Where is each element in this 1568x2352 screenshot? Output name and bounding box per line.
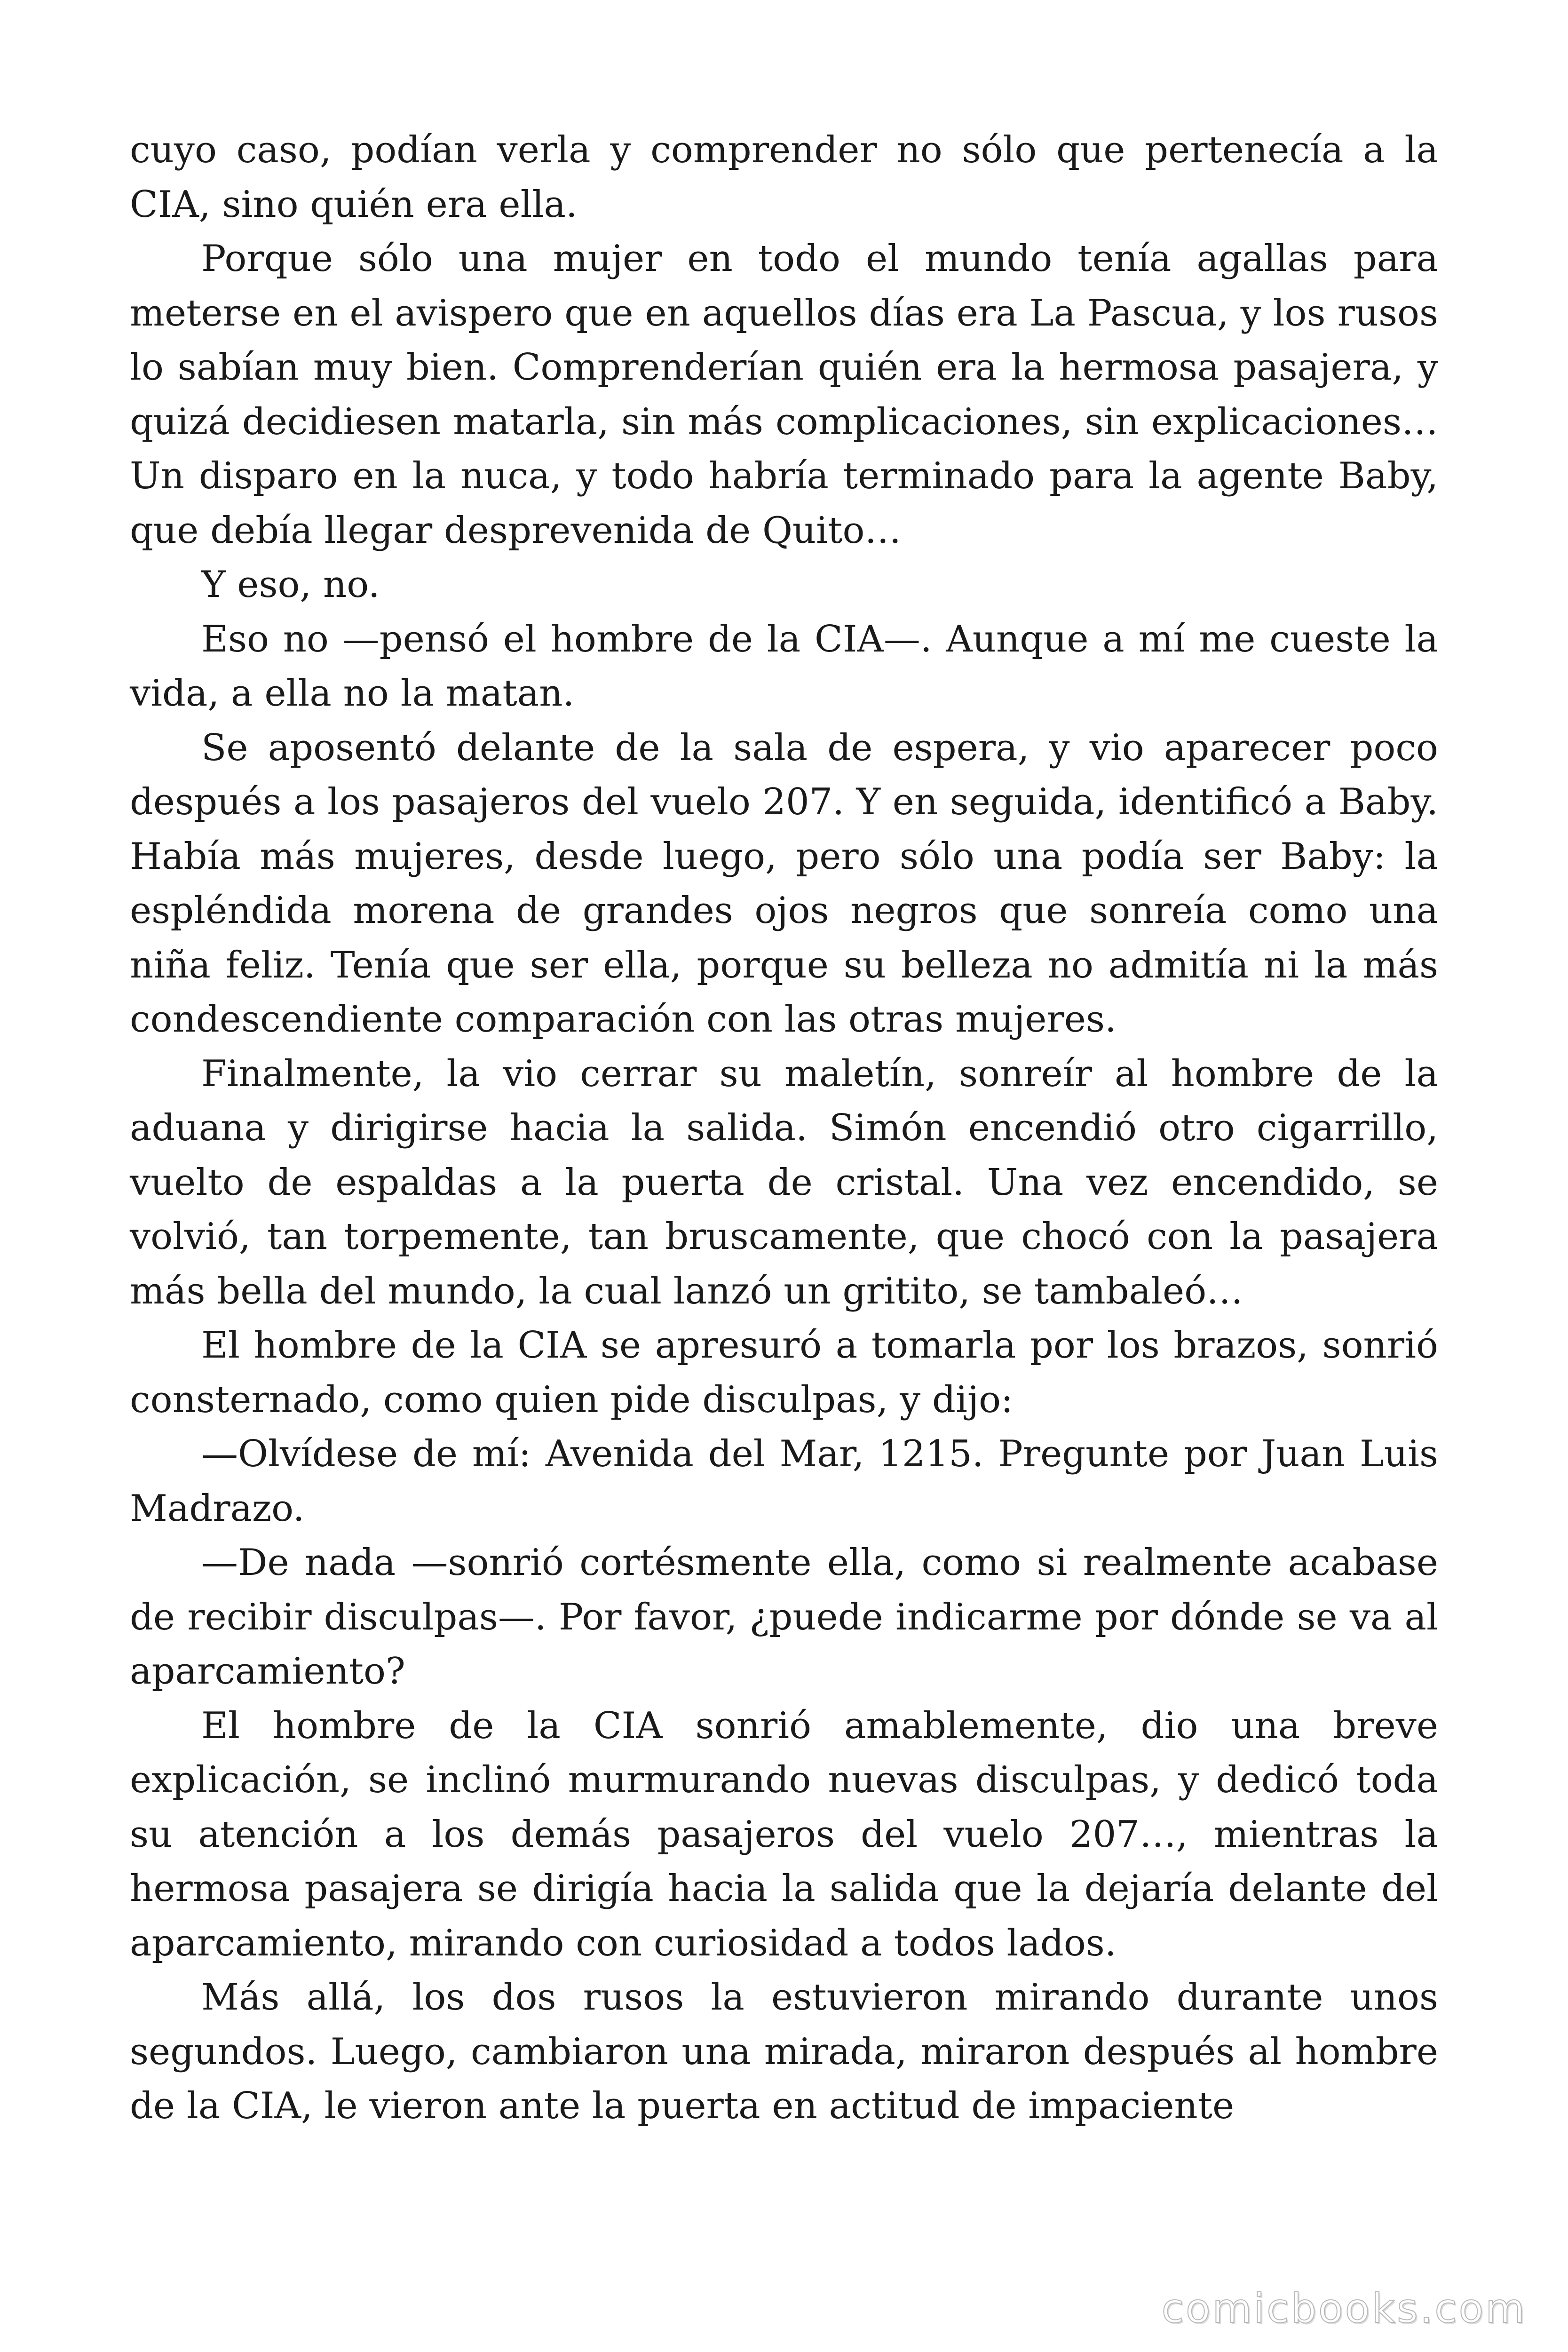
paragraph-8: —Olvídese de mí: Avenida del Mar, 1215. Pregunte por Juan Luis Madrazo. — [130, 1433, 1438, 1530]
paragraph-9: —De nada —sonrió cortésmente ella, como si realmente acabase de recibir disculpas—. Por favor, ¿puede indicarme por dónde se va al aparcamiento? — [130, 1542, 1438, 1692]
watermark: comicbooks.com — [1161, 2285, 1527, 2332]
paragraph-2: Porque sólo una mujer en todo el mundo tenía agallas para meterse en el avispero que en aquellos días era La Pascua, y los rusos lo sabían muy bien. Comprenderían quién era la hermosa pasajera, y quizá decidiesen matarla, sin más complicaciones, sin explicaciones… Un disparo en la nuca, y todo habría terminado para la agente Baby, que debía llegar desprevenida de Quito… — [130, 238, 1438, 552]
body-text — [130, 123, 1438, 2134]
paragraph-10: El hombre de la CIA sonrió amablemente, dio una breve explicación, se inclinó murmurando nuevas disculpas, y dedicó toda su atención a los demás pasajeros del vuelo 207…, mientras la hermosa pasajera se dirigía hacia la salida que la dejaría delante del aparcamiento, mirando con curiosidad a todos lados. — [130, 1704, 1438, 1964]
paragraph-11: Más allá, los dos rusos la estuvieron mirando durante unos segundos. Luego, cambiaron una mirada, miraron después al hombre de la CIA, le vieron ante la puerta en actitud de impaciente — [130, 1976, 1438, 2127]
paragraph-7: El hombre de la CIA se apresuró a tomarla por los brazos, sonrió consternado, como quien pide disculpas, y dijo: — [130, 1324, 1438, 1421]
paragraph-4: Eso no —pensó el hombre de la CIA—. Aunque a mí me cueste la vida, a ella no la matan. — [130, 618, 1438, 715]
paragraph-6: Finalmente, la vio cerrar su maletín, sonreír al hombre de la aduana y dirigirse hacia la salida. Simón encendió otro cigarrillo, vuelto de espaldas a la puerta de cristal. Una vez encendido, se volvió, tan torpemente, tan bruscamente, que chocó con la pasajera más bella del mundo, la cual lanzó un gritito, se tambaleó… — [130, 1052, 1438, 1312]
paragraph-1: cuyo caso, podían verla y comprender no sólo que pertenecía a la CIA, sino quién era ella. — [130, 129, 1438, 226]
paragraph-3: Y eso, no. — [201, 564, 380, 606]
paragraph-5: Se aposentó delante de la sala de espera, y vio aparecer poco después a los pasajeros del vuelo 207. Y en seguida, identificó a Baby. Había más mujeres, desde luego, pero sólo una podía ser Baby: la espléndida morena de grandes ojos negros que sonreía como una niña feliz. Tenía que ser ella, porque su belleza no admitía ni la más condescendiente comparación con las otras mujeres. — [130, 726, 1438, 1041]
